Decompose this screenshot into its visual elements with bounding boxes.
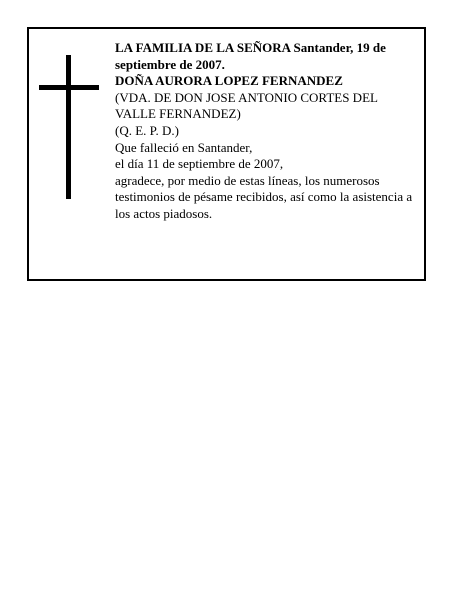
notice-header: LA FAMILIA DE LA SEÑORA Santander, 19 de septiembre de 2007. — [115, 40, 386, 72]
qepd-line: (Q. E. P. D.) — [115, 122, 179, 138]
date-line: el día 11 de septiembre de 2007, — [115, 156, 284, 172]
thanks-line: agradece, por medio de estas líneas, los numerosos testimonios de pésame recibidos, así como la asistencia a los actos piadosos. — [115, 172, 413, 221]
cross-vertical-bar — [66, 55, 71, 199]
died-line: Que falleció en Santander, — [115, 139, 253, 155]
cross-horizontal-bar — [39, 85, 99, 90]
widow-of: (VDA. DE DON JOSE ANTONIO CORTES DEL VALLE FERNANDEZ) — [115, 89, 378, 122]
obituary-notice — [27, 27, 426, 281]
notice-text — [115, 40, 420, 223]
deceased-name: DOÑA AURORA LOPEZ FERNANDEZ — [115, 73, 343, 89]
cross-icon — [39, 55, 101, 199]
